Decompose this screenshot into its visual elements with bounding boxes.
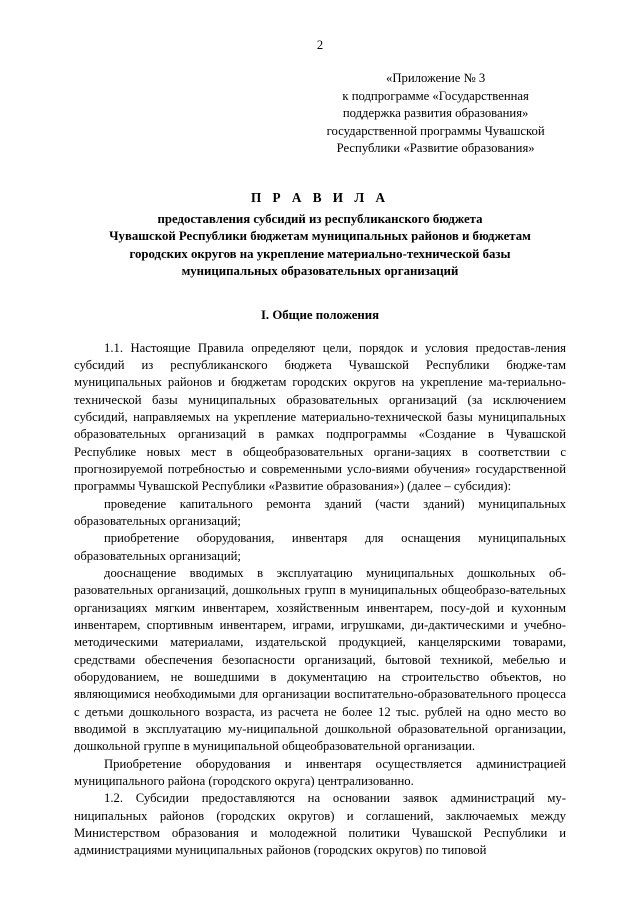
appendix-line-5: Республики «Развитие образования» <box>336 141 535 155</box>
paragraph-centralized-purchase: Приобретение оборудования и инвентаря осуществляется администрацией муниципального района (городского округа) централизованно. <box>74 756 566 789</box>
title-line-2: Чувашской Республики бюджетам муниципальных районов и бюджетам <box>109 229 531 243</box>
appendix-line-4: государственной программы Чувашской <box>326 123 545 138</box>
paragraph-1-2: 1.2. Субсидии предоставляются на основании заявок администраций му-ниципальных районов (городских округов) и соглашений, заключаемых между Министерством образования и молодежной политики Чувашской Республики и администрациями муниципальных районов (городских округов) по типовой <box>74 791 566 858</box>
title-line-3: городских округов на укрепление материально-технической базы <box>129 246 511 261</box>
appendix-line-2: к подпрограмме «Государственная <box>342 88 529 103</box>
appendix-line-1: «Приложение № 3 <box>386 71 486 85</box>
paragraph-bullet-repair: проведение капитального ремонта зданий (части зданий) муниципальных образовательных организаций; <box>74 496 566 528</box>
paragraph-bullet-equipment: приобретение оборудования, инвентаря для оснащения муниципальных образовательных организаций; <box>74 531 566 563</box>
appendix-reference <box>320 70 551 158</box>
section-heading: I. Общие положения <box>260 307 380 322</box>
rules-heading: П Р А В И Л А <box>250 189 390 205</box>
page-number: 2 <box>316 38 324 52</box>
paragraph-1-1: 1.1. Настоящие Правила определяют цели, порядок и условия предостав-ления субсидий из республиканского бюджета Чувашской Республики бюдже-там муниципальных районов и бюджетам городских округов на укрепление ма-териально-технической базы муниципальных образовательных организаций (за исключением субсидий, направляемых на укрепление материально-технической базы муниципальных образовательных организаций в рамках подпрограммы «Создание в Чувашской Республике новых мест в общеобразовательных органи-зациях в соответствии с прогнозируемой потребностью и современными усло-виями обучения» государственной программы Чувашской Республики «Развитие образования») (далее – субсидия): <box>74 340 566 494</box>
title-line-1: предоставления субсидий из республиканского бюджета <box>157 211 483 226</box>
appendix-line-3: поддержка развития образования» <box>342 106 529 120</box>
body-text <box>74 340 566 860</box>
document-title <box>74 188 566 281</box>
paragraph-bullet-preschool: дооснащение вводимых в эксплуатацию муниципальных дошкольных об-разовательных организаций, дошкольных групп в муниципальных общеобразо-вательных организациях мягким инвентарем, хозяйственным инвентарем, посу-дой и кухонным инвентарем, спортивным инвентарем, играми, игрушками, ди-дактическими и учебно-методическими материалами, издательской продукцией, канцелярскими товарами, средствами обеспечения безопасности организаций, бытовой техникой, мебелью и оборудованием, не вошедшими в документацию на строительство объектов, но являющимися необходимыми для организации воспитательно-образовательного процесса с детьми дошкольного возраста, из расчета не более 12 тыс. рублей на одно место во вводимой в эксплуатацию му-ниципальной дошкольной образовательной организации, дошкольной группе в муниципальной общеобразовательной организации. <box>74 565 566 754</box>
title-line-4: муниципальных образовательных организаций <box>181 264 459 278</box>
